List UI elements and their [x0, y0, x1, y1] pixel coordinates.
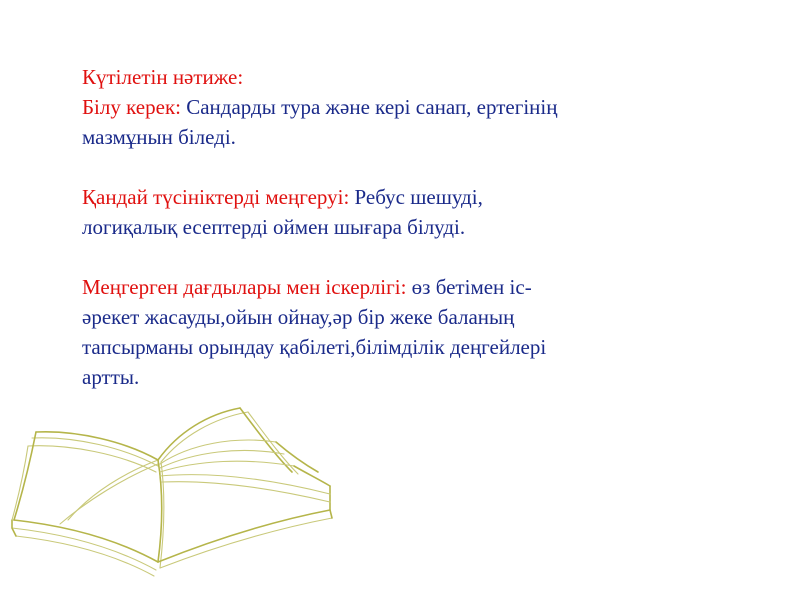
section-skills [82, 272, 722, 302]
section-skills-text-3: тапсырманы орындау қабілеті,білімділік деңгейлері [82, 335, 547, 359]
open-book-icon [8, 402, 338, 582]
spacer [82, 152, 722, 182]
section-concepts-label: Қандай түсініктерді меңгеруі: [82, 185, 355, 209]
section-concepts-text-2: логиқалық есептерді оймен шығара білуді. [82, 215, 466, 239]
section-knowledge-label: Білу керек: [82, 95, 187, 119]
section-skills-label: Меңгерген дағдылары мен іскерлігі: [82, 275, 412, 299]
section-skills-text-4: артты. [82, 365, 140, 389]
section-knowledge-text-2: мазмұнын біледі. [82, 125, 236, 149]
section-knowledge [82, 92, 722, 122]
slide-content [82, 62, 722, 392]
section-concepts-text-1: Ребус шешуді, [354, 185, 483, 209]
section-concepts [82, 182, 722, 212]
expected-results-heading: Күтілетін нәтиже: [82, 65, 244, 89]
section-skills-text-1: өз бетімен іс- [411, 275, 532, 299]
section-skills-text-2: әрекет жасауды,ойын ойнау,әр бір жеке баланың [82, 305, 515, 329]
section-knowledge-text-1: Сандарды тура және кері санап, ертегінің [186, 95, 558, 119]
spacer [82, 242, 722, 272]
